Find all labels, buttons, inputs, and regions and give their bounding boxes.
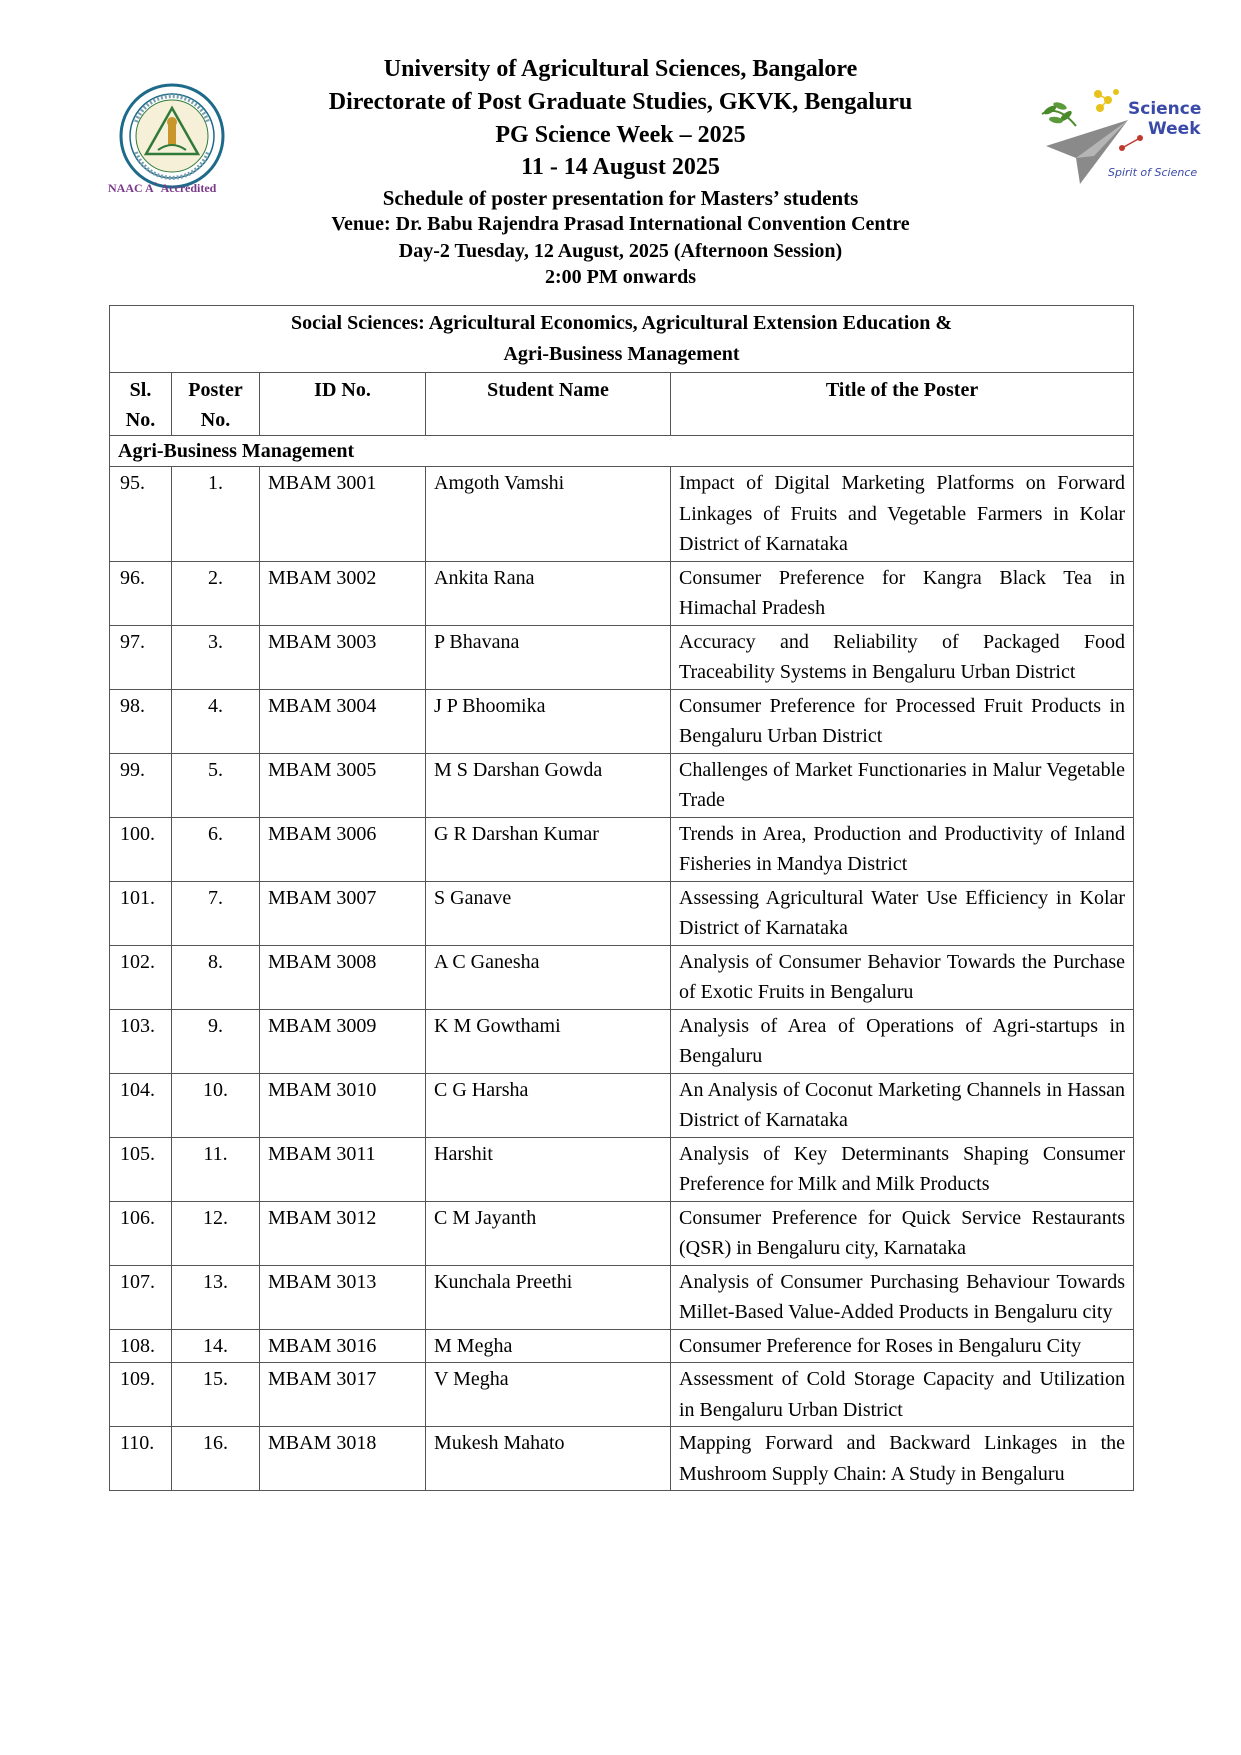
table-row — [110, 1427, 1134, 1491]
cell-title: Trends in Area, Production and Productivity of Inland Fisheries in Mandya District — [671, 817, 1134, 881]
day-line: Day-2 Tuesday, 12 August, 2025 (Afternoon Session) — [398, 240, 843, 262]
section-title: Social Sciences: Agricultural Economics, Agricultural Extension Education & Agri-Business Management — [110, 306, 1134, 373]
cell-name: A C Ganesha — [426, 945, 671, 1009]
cell-name: Amgoth Vamshi — [426, 467, 671, 562]
table-row — [110, 1265, 1134, 1329]
table-row — [110, 467, 1134, 562]
cell-title: Accuracy and Reliability of Packaged Food Traceability Systems in Bengaluru Urban District — [671, 625, 1134, 689]
venue-line: Venue: Dr. Babu Rajendra Prasad International Convention Centre — [331, 213, 910, 235]
table-row — [110, 689, 1134, 753]
event-title: PG Science Week – 2025 — [495, 122, 746, 148]
cell-name: C M Jayanth — [426, 1201, 671, 1265]
time-line: 2:00 PM onwards — [544, 266, 697, 288]
cell-id: MBAM 3010 — [260, 1073, 426, 1137]
cell-title: Consumer Preference for Roses in Bengaluru City — [671, 1329, 1134, 1363]
table-row — [110, 1329, 1134, 1363]
cell-id: MBAM 3001 — [260, 467, 426, 562]
table-row — [110, 817, 1134, 881]
cell-title: Analysis of Consumer Behavior Towards the Purchase of Exotic Fruits in Bengaluru — [671, 945, 1134, 1009]
cell-title: Analysis of Key Determinants Shaping Consumer Preference for Milk and Milk Products — [671, 1137, 1134, 1201]
cell-title: Mapping Forward and Backward Linkages in the Mushroom Supply Chain: A Study in Bengaluru — [671, 1427, 1134, 1491]
table-row — [110, 1073, 1134, 1137]
cell-sl: 95. — [110, 467, 172, 562]
cell-sl: 106. — [110, 1201, 172, 1265]
cell-title: Challenges of Market Functionaries in Malur Vegetable Trade — [671, 753, 1134, 817]
cell-sl: 97. — [110, 625, 172, 689]
cell-id: MBAM 3008 — [260, 945, 426, 1009]
cell-name: Ankita Rana — [426, 561, 671, 625]
cell-sl: 100. — [110, 817, 172, 881]
table-row — [110, 1137, 1134, 1201]
table-row — [110, 1201, 1134, 1265]
section-header-row — [110, 306, 1134, 373]
cell-name: C G Harsha — [426, 1073, 671, 1137]
directorate-name: Directorate of Post Graduate Studies, GKVK, Bengaluru — [328, 89, 913, 115]
cell-poster: 1. — [172, 467, 260, 562]
cell-title: Consumer Preference for Quick Service Restaurants (QSR) in Bengaluru city, Karnataka — [671, 1201, 1134, 1265]
cell-sl: 110. — [110, 1427, 172, 1491]
column-header-id: ID No. — [260, 373, 426, 436]
subsection-title: Agri-Business Management — [110, 436, 1134, 467]
event-dates: 11 - 14 August 2025 — [521, 154, 720, 180]
cell-name: P Bhavana — [426, 625, 671, 689]
column-header-name: Student Name — [426, 373, 671, 436]
cell-name: Kunchala Preethi — [426, 1265, 671, 1329]
naac-accreditation: NAAC A+ Accredited — [108, 180, 217, 195]
cell-id: MBAM 3006 — [260, 817, 426, 881]
column-header-title: Title of the Poster — [671, 373, 1134, 436]
table-body — [110, 467, 1134, 1491]
cell-poster: 16. — [172, 1427, 260, 1491]
cell-id: MBAM 3011 — [260, 1137, 426, 1201]
cell-sl: 103. — [110, 1009, 172, 1073]
cell-poster: 7. — [172, 881, 260, 945]
cell-poster: 9. — [172, 1009, 260, 1073]
cell-sl: 104. — [110, 1073, 172, 1137]
cell-name: M Megha — [426, 1329, 671, 1363]
cell-poster: 14. — [172, 1329, 260, 1363]
cell-title: Analysis of Area of Operations of Agri-startups in Bengaluru — [671, 1009, 1134, 1073]
cell-id: MBAM 3004 — [260, 689, 426, 753]
cell-sl: 102. — [110, 945, 172, 1009]
cell-poster: 3. — [172, 625, 260, 689]
cell-poster: 8. — [172, 945, 260, 1009]
cell-poster: 6. — [172, 817, 260, 881]
cell-poster: 2. — [172, 561, 260, 625]
cell-id: MBAM 3002 — [260, 561, 426, 625]
cell-sl: 101. — [110, 881, 172, 945]
cell-name: Harshit — [426, 1137, 671, 1201]
table-row — [110, 881, 1134, 945]
cell-title: Consumer Preference for Kangra Black Tea in Himachal Pradesh — [671, 561, 1134, 625]
cell-poster: 12. — [172, 1201, 260, 1265]
subsection-row — [110, 436, 1134, 467]
column-header-row — [110, 373, 1134, 436]
cell-sl: 99. — [110, 753, 172, 817]
cell-sl: 108. — [110, 1329, 172, 1363]
science-week-logo — [1036, 86, 1214, 194]
cell-name: K M Gowthami — [426, 1009, 671, 1073]
cell-id: MBAM 3005 — [260, 753, 426, 817]
cell-title: Consumer Preference for Processed Fruit Products in Bengaluru Urban District — [671, 689, 1134, 753]
cell-sl: 98. — [110, 689, 172, 753]
cell-id: MBAM 3012 — [260, 1201, 426, 1265]
cell-id: MBAM 3013 — [260, 1265, 426, 1329]
column-header-poster: Poster No. — [172, 373, 260, 436]
cell-sl: 109. — [110, 1363, 172, 1427]
cell-title: An Analysis of Coconut Marketing Channels in Hassan District of Karnataka — [671, 1073, 1134, 1137]
cell-id: MBAM 3017 — [260, 1363, 426, 1427]
science-week-logo-text-1: Science — [1128, 99, 1202, 119]
cell-title: Analysis of Consumer Purchasing Behaviour Towards Millet-Based Value-Added Products in Bengaluru city — [671, 1265, 1134, 1329]
cell-poster: 15. — [172, 1363, 260, 1427]
table-row — [110, 625, 1134, 689]
cell-title: Assessment of Cold Storage Capacity and Utilization in Bengaluru Urban District — [671, 1363, 1134, 1427]
cell-poster: 10. — [172, 1073, 260, 1137]
cell-name: G R Darshan Kumar — [426, 817, 671, 881]
table-row — [110, 945, 1134, 1009]
cell-poster: 11. — [172, 1137, 260, 1201]
table-row — [110, 561, 1134, 625]
column-header-sl: Sl. No. — [110, 373, 172, 436]
table-row — [110, 1363, 1134, 1427]
cell-sl: 107. — [110, 1265, 172, 1329]
science-week-logo-text-2: Week — [1148, 119, 1201, 139]
table-row — [110, 1009, 1134, 1073]
cell-name: S Ganave — [426, 881, 671, 945]
cell-name: J P Bhoomika — [426, 689, 671, 753]
poster-schedule-table — [109, 305, 1134, 1491]
cell-title: Assessing Agricultural Water Use Efficiency in Kolar District of Karnataka — [671, 881, 1134, 945]
cell-poster: 13. — [172, 1265, 260, 1329]
cell-name: V Megha — [426, 1363, 671, 1427]
cell-name: Mukesh Mahato — [426, 1427, 671, 1491]
cell-sl: 105. — [110, 1137, 172, 1201]
cell-id: MBAM 3007 — [260, 881, 426, 945]
cell-sl: 96. — [110, 561, 172, 625]
cell-title: Impact of Digital Marketing Platforms on Forward Linkages of Fruits and Vegetable Farmers in Kolar District of Karnataka — [671, 467, 1134, 562]
cell-name: M S Darshan Gowda — [426, 753, 671, 817]
cell-id: MBAM 3018 — [260, 1427, 426, 1491]
science-week-logo-text-3: Spirit of Science — [1108, 166, 1198, 179]
cell-id: MBAM 3003 — [260, 625, 426, 689]
document-header — [0, 0, 1241, 305]
cell-id: MBAM 3016 — [260, 1329, 426, 1363]
cell-poster: 4. — [172, 689, 260, 753]
cell-poster: 5. — [172, 753, 260, 817]
schedule-title: Schedule of poster presentation for Masters’ students — [382, 186, 859, 210]
cell-id: MBAM 3009 — [260, 1009, 426, 1073]
table-row — [110, 753, 1134, 817]
university-name: University of Agricultural Sciences, Bangalore — [383, 56, 858, 82]
